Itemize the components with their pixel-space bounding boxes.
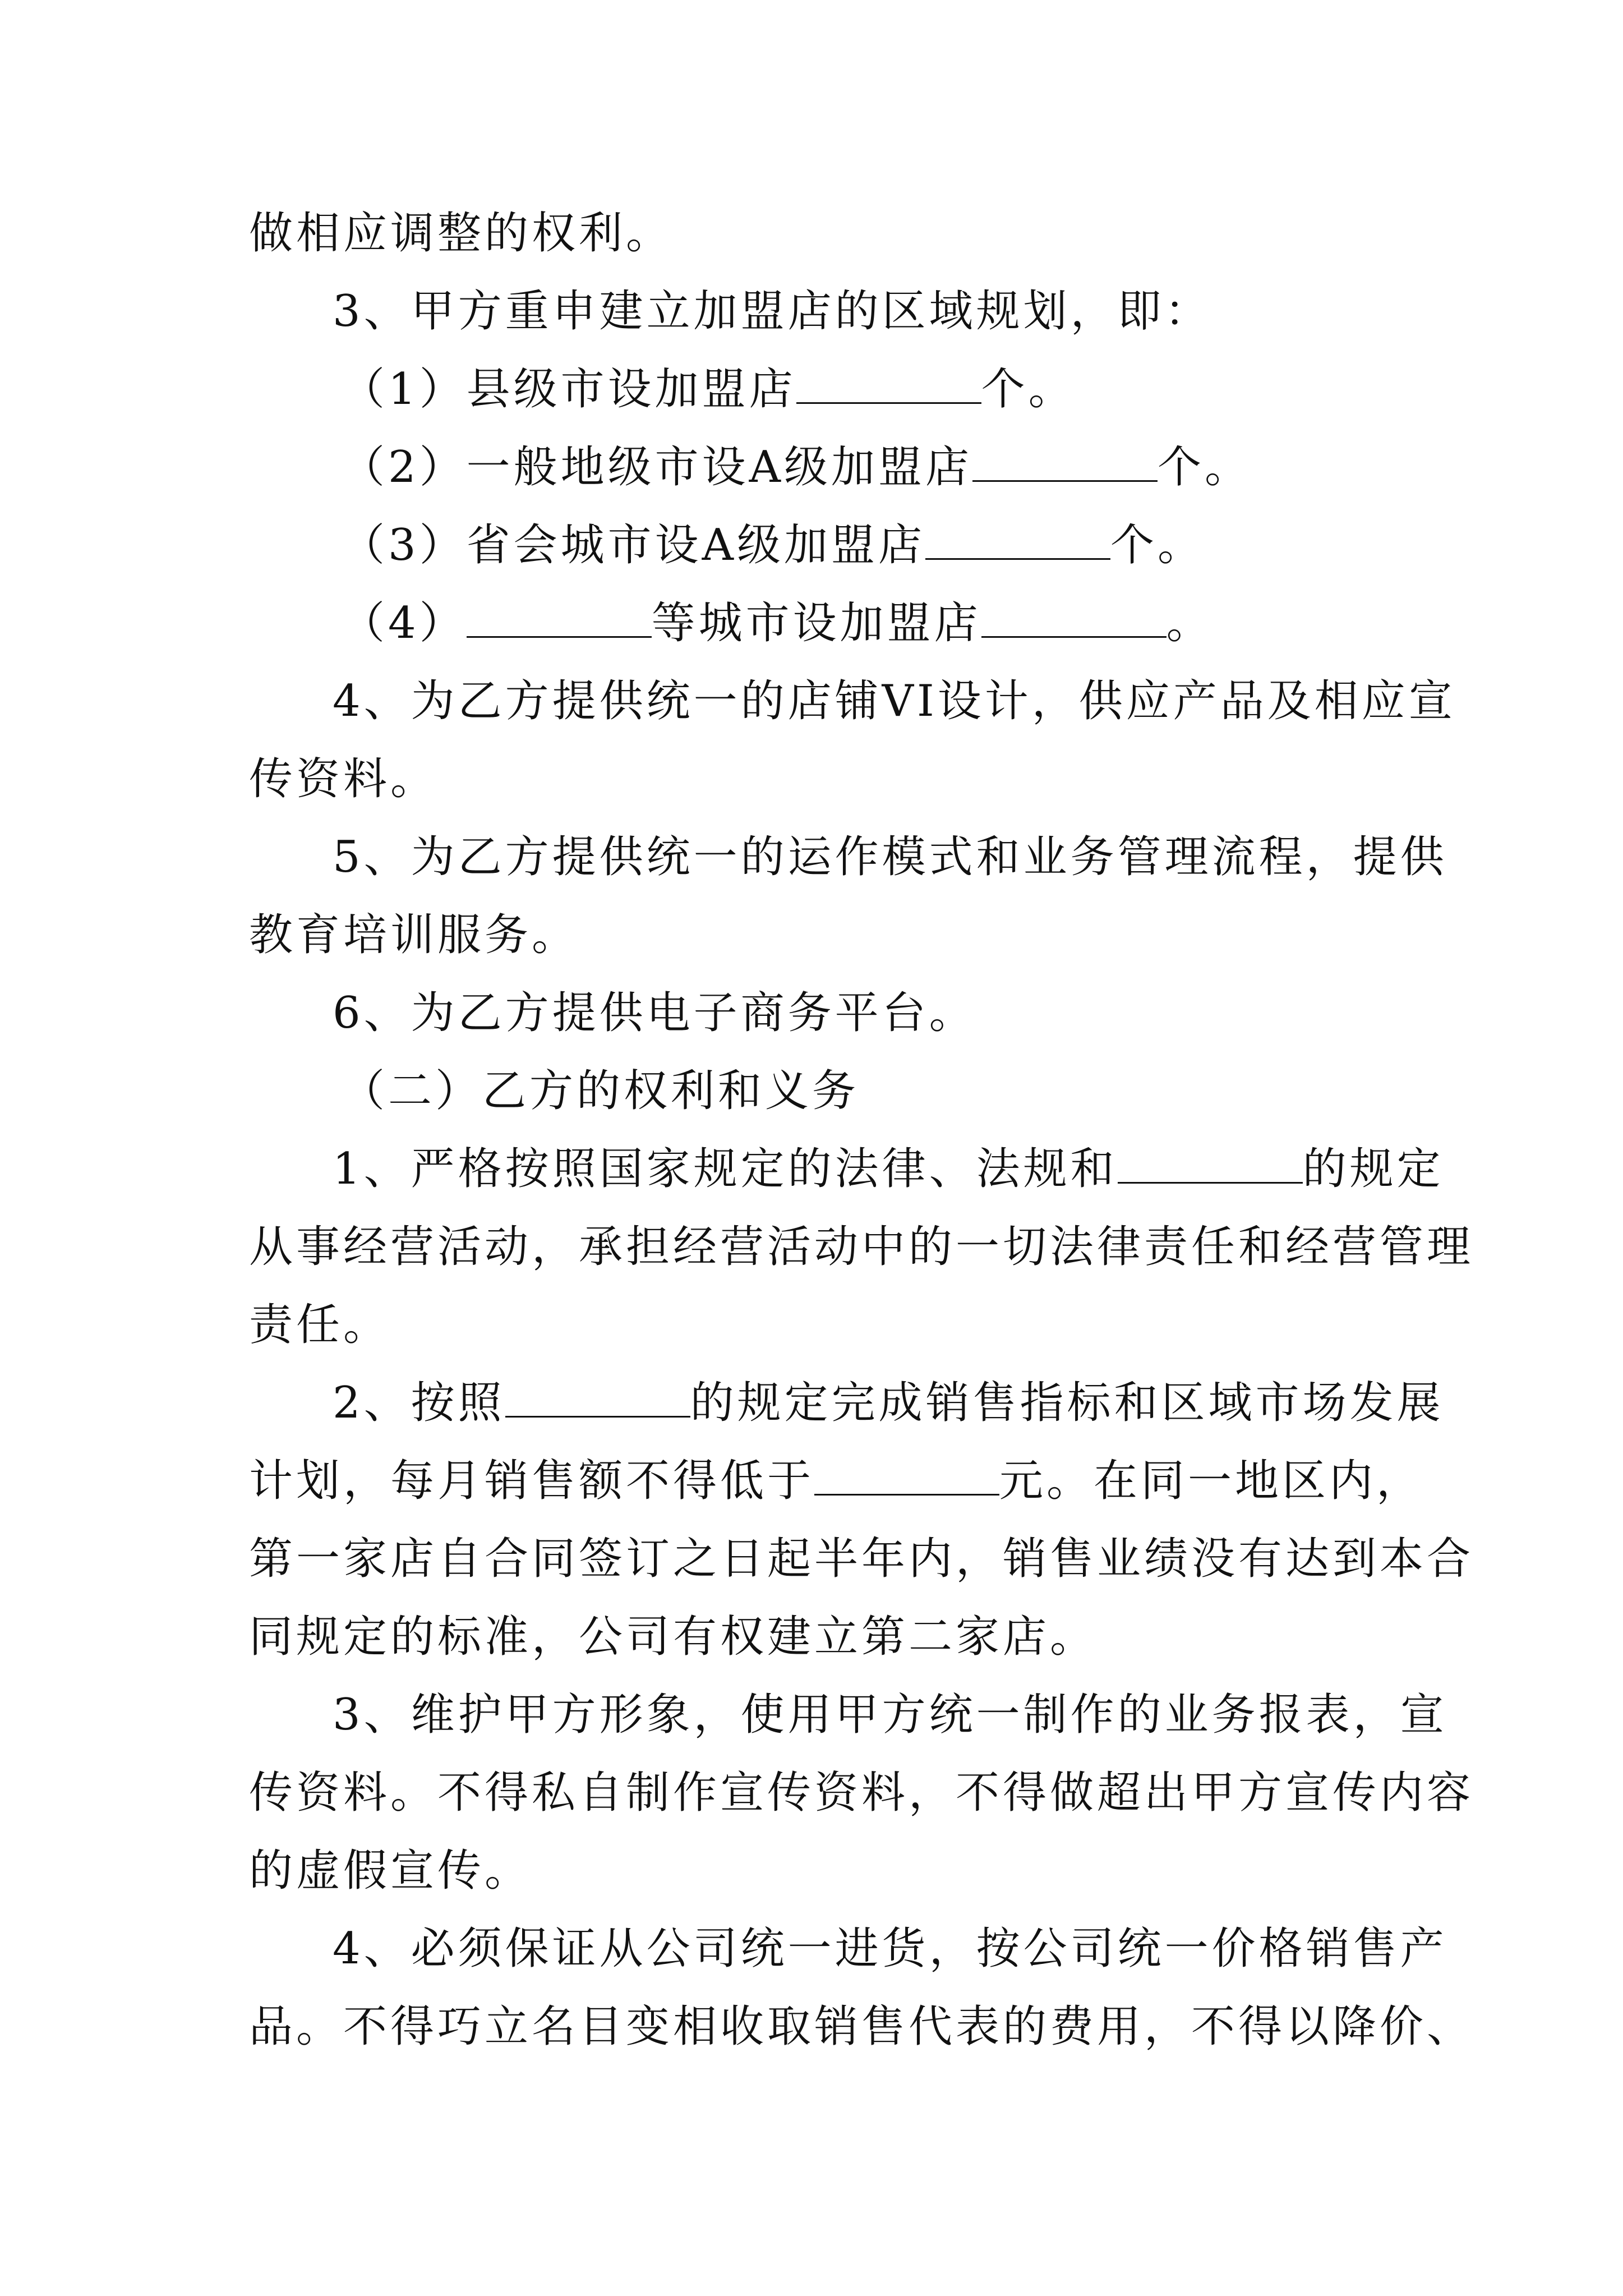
- text-line: [249, 1843, 532, 1899]
- line-text: 计划，每月销售额不得低于: [249, 1456, 815, 1506]
- line-text: 传资料。: [249, 754, 438, 804]
- text-line: [333, 1375, 1444, 1431]
- line-text: 的虚假宣传。: [249, 1846, 532, 1896]
- line-text: 2、按照: [333, 1378, 505, 1428]
- text-line: [333, 1141, 1444, 1197]
- line-text: 5、为乙方提供统一的运作模式和业务管理流程，提供: [333, 832, 1447, 882]
- text-line: [249, 205, 673, 261]
- line-text: 同规定的标准，公司有权建立第二家店。: [249, 1612, 1098, 1662]
- text-line: [249, 1765, 1474, 1821]
- text-line: [249, 1297, 390, 1353]
- line-text: 品。不得巧立名目变相收取销售代表的费用，不得以降价、: [249, 2001, 1474, 2052]
- line-text: 元。在同一地区内，: [999, 1456, 1424, 1506]
- line-text: 的规定: [1302, 1144, 1444, 1194]
- text-line: [333, 283, 1212, 339]
- text-line: [249, 1609, 1097, 1665]
- text-line: [249, 1219, 1474, 1275]
- text-line: [249, 907, 579, 963]
- fill-in-blank: [1118, 1145, 1303, 1184]
- line-text: 。: [1166, 598, 1214, 648]
- line-text: 个。: [1110, 520, 1205, 570]
- text-line: [249, 751, 437, 807]
- line-text: 等城市设加盟店: [651, 598, 981, 648]
- fill-in-blank: [925, 521, 1110, 560]
- text-line: [333, 1687, 1447, 1743]
- line-text: 1、严格按照国家规定的法律、法规和: [333, 1144, 1118, 1194]
- line-text: （二）乙方的权利和义务: [341, 1066, 860, 1116]
- text-line: [333, 673, 1456, 729]
- line-text: （1）县级市设加盟店: [341, 364, 796, 415]
- line-text: 的规定完成销售指标和区域市场发展: [690, 1378, 1444, 1428]
- line-text: 责任。: [249, 1300, 391, 1350]
- text-line: [333, 985, 976, 1041]
- line-text: 个。: [1157, 442, 1252, 493]
- fill-in-blank: [972, 443, 1158, 482]
- fill-in-blank: [796, 365, 981, 404]
- fill-in-blank: [467, 599, 652, 638]
- text-line: [333, 829, 1447, 885]
- text-line: [341, 439, 1252, 495]
- line-text: 3、甲方重申建立加盟店的区域规划，即：: [333, 286, 1212, 337]
- text-line: [249, 1453, 1423, 1509]
- line-text: 个。: [981, 364, 1076, 415]
- fill-in-blank: [505, 1379, 690, 1418]
- fill-in-blank: [814, 1457, 999, 1496]
- line-text: （4）: [341, 598, 467, 648]
- line-text: 4、为乙方提供统一的店铺VI设计，供应产品及相应宣: [333, 676, 1456, 726]
- text-line: [249, 1531, 1474, 1587]
- line-text: 4、必须保证从公司统一进货，按公司统一价格销售产: [333, 1924, 1447, 1974]
- line-text: 3、维护甲方形象，使用甲方统一制作的业务报表，宣: [333, 1690, 1447, 1740]
- line-text: 教育培训服务。: [249, 910, 579, 960]
- line-text: （3）省会城市设A级加盟店: [341, 520, 925, 570]
- fill-in-blank: [981, 599, 1166, 638]
- line-text: 第一家店自合同签订之日起半年内，销售业绩没有达到本合: [249, 1534, 1474, 1584]
- text-line: [341, 361, 1076, 417]
- line-text: 传资料。不得私自制作宣传资料，不得做超出甲方宣传内容: [249, 1768, 1474, 1818]
- line-text: 6、为乙方提供电子商务平台。: [333, 988, 976, 1038]
- text-line: [333, 1921, 1447, 1977]
- text-line: [341, 517, 1205, 573]
- text-line: [341, 595, 1214, 651]
- text-line: [249, 1999, 1474, 2055]
- section-heading: [341, 1063, 859, 1119]
- line-text: （2）一般地级市设A级加盟店: [341, 442, 972, 493]
- line-text: 做相应调整的权利。: [249, 208, 674, 259]
- line-text: 从事经营活动，承担经营活动中的一切法律责任和经营管理: [249, 1222, 1474, 1272]
